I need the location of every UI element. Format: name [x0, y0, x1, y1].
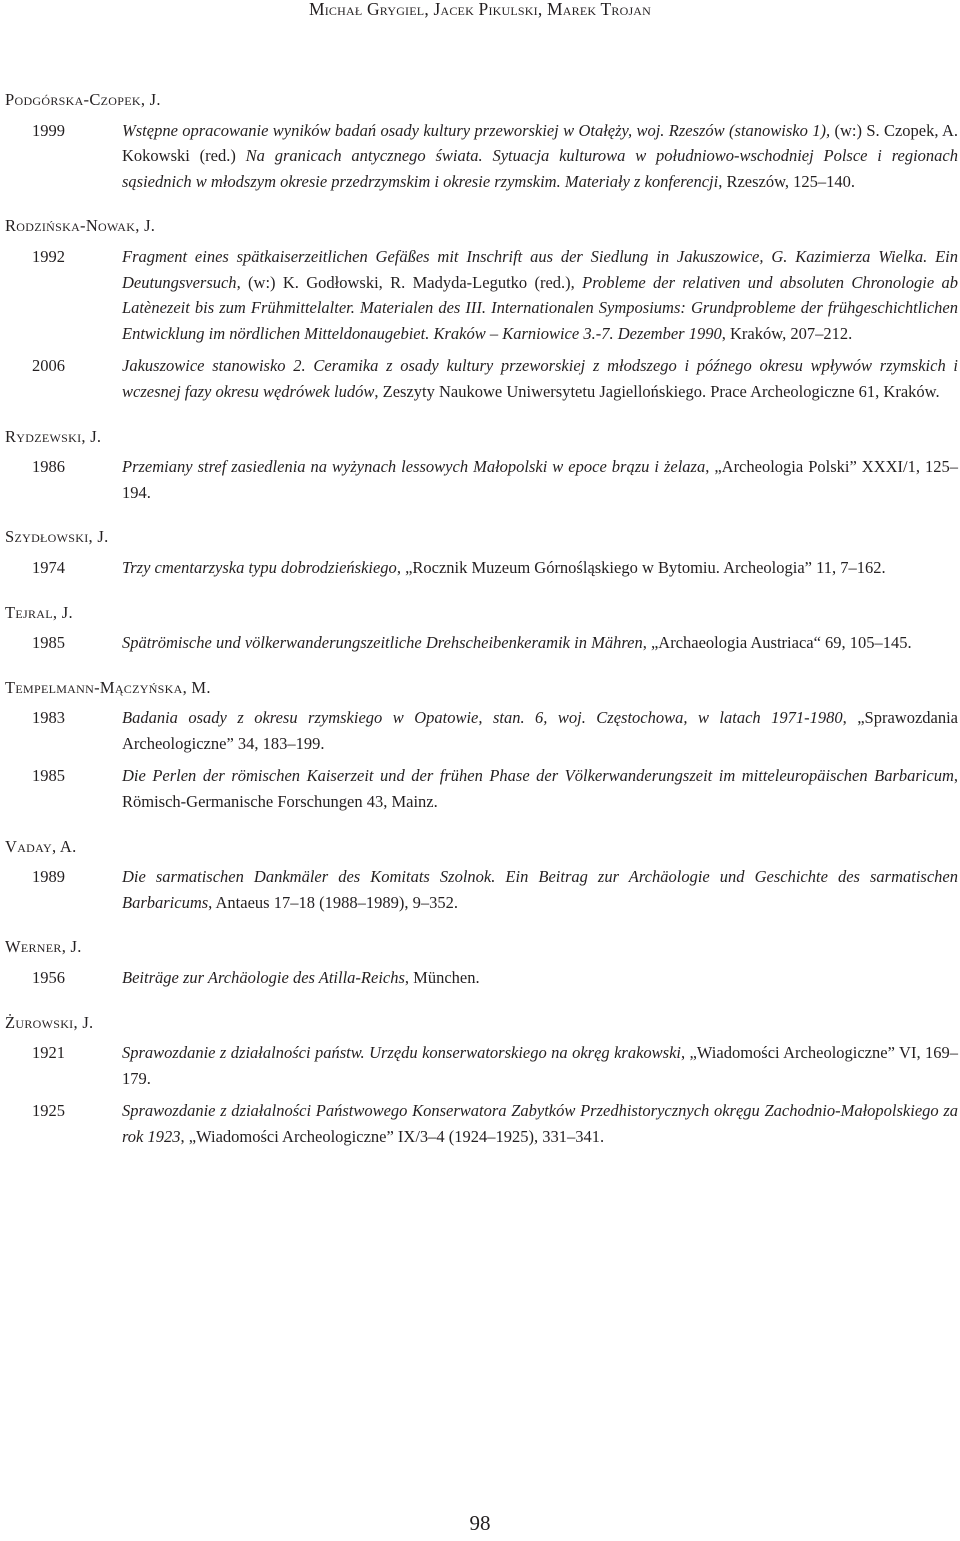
entry-text [122, 630, 958, 656]
entry-title-segment: Sprawozdanie z działalności Państwowego Konserwatora Zabytków Przedhistorycznych okręgu Zachodnio-Małopolskiego za rok 1923 [122, 1101, 958, 1146]
entry-title-segment: Die sarmatischen Dankmäler des Komitats Szolnok. Ein Beitrag zur Archäologie und Geschichte des sarmatischen Barbaricums [122, 867, 958, 912]
entry-text [122, 864, 958, 915]
bibliography-entry [5, 1040, 958, 1091]
entry-text [122, 118, 958, 195]
entry-detail-segment: , Antaeus 17–18 (1988–1989), 9–352. [208, 892, 458, 912]
author-name: Szydłowski, J. [5, 527, 109, 547]
entry-year: 1986 [32, 457, 65, 477]
entry-text [122, 763, 958, 814]
bibliography-entry [5, 864, 958, 915]
entry-detail-segment: , „Wiadomości Archeologiczne” IX/3–4 (1924–1925), 331–341. [180, 1127, 605, 1146]
entry-detail-segment: , „Wiadomości Archeologiczne” VI, 169–179. [122, 1043, 959, 1088]
entry-year: 1956 [32, 968, 65, 988]
entry-year: 1921 [32, 1043, 65, 1063]
author-name: Rydzewski, J. [5, 426, 102, 446]
entry-detail-segment: , „Rocznik Muzeum Górnośląskiego w Bytomiu. Archeologia” 11, 7–162. [396, 557, 886, 577]
entry-year: 1974 [32, 557, 65, 577]
entry-title-segment: Trzy cmentarzyska typu dobrodzieńskiego [122, 557, 397, 577]
entry-year: 1925 [32, 1101, 65, 1121]
entry-title-segment: Probleme der relativen und absoluten Chronologie ab Latènezeit bis zum Frühmittelalter. Materialen des III. [122, 272, 958, 318]
bibliography-entry [5, 118, 958, 195]
bibliography-entry [5, 763, 958, 814]
entry-text [122, 1040, 958, 1091]
author-name: Vaday, A. [5, 836, 77, 856]
bibliography-entry [5, 1098, 958, 1149]
entry-title-segment: Przemiany stref zasiedlenia na wyżynach lessowych Małopolski w epoce brązu i żelaza [122, 457, 706, 477]
entry-year: 1985 [32, 766, 65, 786]
entry-detail-segment: , Kraków, 207–212. [721, 323, 853, 343]
bibliography-entry [5, 705, 958, 756]
entry-year: 1992 [32, 246, 65, 266]
entry-text [122, 705, 958, 756]
entry-detail-segment: , (w:) K. Godłowski, R. Madyda-Legutko (red.), [236, 272, 583, 292]
page-number: 98 [469, 1511, 491, 1535]
author-name: Podgórska-Czopek, J. [5, 90, 161, 109]
entry-year: 1983 [32, 708, 65, 728]
entry-title-segment: Badania osady z okresu rzymskiego w Opatowie, stan. 6, woj. Częstochowa, w latach 1971-1980 [122, 708, 843, 728]
author-name: Tempelmann-Mączyńska, M. [5, 677, 211, 697]
entry-year: 2006 [32, 356, 65, 376]
entry-detail-segment: , „Sprawozdania Archeologiczne” 34, 183–199. [122, 708, 958, 753]
entry-text [122, 454, 958, 505]
author-name: Werner, J. [5, 937, 82, 957]
entry-detail-segment: , Rzeszów, 125–140. [718, 171, 856, 191]
bibliography-entry [5, 965, 958, 991]
entry-text [122, 244, 958, 346]
entry-detail-segment: (w:) S. Czopek, A. Kokowski (red.) [122, 120, 958, 166]
entry-title-segment: Na granicach antycznego świata. Sytuacja kulturowa w południowo-wschodniej Polsce i regionach sąsiednich w młodszym okresie przedrzymskim i okresie rzymskim. Materiały z konferencji [122, 146, 958, 191]
entry-detail-segment: , Zeszyty Naukowe Uniwersytetu Jagiellońskiego. Prace Archeologiczne 61, Kraków. [374, 381, 940, 401]
bibliography-entry [5, 353, 958, 404]
entry-text [122, 555, 958, 581]
entry-title-segment: Spätrömische und völkerwanderungszeitliche Drehscheibenkeramik in Mähren [122, 633, 643, 653]
entry-title-segment: Fragment eines spätkaiserzeitlichen Gefäßes mit Inschrift aus der Siedlung in Jakuszowice, G. Kazimierza Wielka. Ein Deutungsversuch [122, 246, 958, 292]
entry-detail-segment: , „Archeologia Polski” XXXI/1, 125–194. [122, 457, 958, 502]
entry-year: 1985 [32, 633, 65, 653]
entry-text [122, 1098, 958, 1149]
bibliography-list [5, 87, 958, 1157]
entry-title-segment: Sprawozdanie z działalności państw. Urzędu konserwatorskiego na okręg krakowski [122, 1043, 681, 1063]
entry-year: 1999 [32, 120, 65, 140]
entry-title-segment: Jakuszowice stanowisko 2. Ceramika z osady kultury przeworskiej z młodszego i późnego okresu wpływów rzymskich i wczesnej fazy okresu wędrówek ludów [122, 356, 958, 401]
bibliography-entry [5, 244, 958, 346]
entry-title-segment: Wstępne opracowanie wyników badań osady kultury przeworskiej w Otałęży, woj. Rzeszów (stanowisko 1), [122, 120, 831, 140]
author-name: Tejral, J. [5, 602, 73, 622]
bibliography-entry [5, 454, 958, 505]
entry-text [122, 353, 958, 404]
entry-year: 1989 [32, 867, 65, 887]
bibliography-entry [5, 630, 958, 656]
author-name: Żurowski, J. [5, 1012, 94, 1032]
entry-title-segment: Die Perlen der römischen Kaiserzeit und der frühen Phase der Völkerwanderungszeit im mitteleuropäischen Barbaricum [122, 766, 954, 786]
entry-title-segment: Internationalen Symposiums: Grundprobleme der frühgeschichtlichen Entwicklung im nördlichen Mitteldonaugebiet. Kraków – Karniowice 3.-7. Dezember 1990 [122, 298, 958, 343]
entry-detail-segment: , „Archaeologia Austriaca“ 69, 105–145. [642, 633, 912, 653]
entry-title-segment: Beiträge zur Archäologie des Atilla-Reichs [122, 968, 405, 988]
running-header: Michał Grygiel, Jacek Pikulski, Marek Trojan [308, 0, 652, 19]
bibliography-entry [5, 555, 958, 581]
entry-detail-segment: , Römisch-Germanische Forschungen 43, Mainz. [122, 766, 958, 812]
entry-text [122, 965, 958, 991]
entry-detail-segment: , München. [404, 968, 480, 988]
author-name: Rodzińska-Nowak, J. [5, 216, 156, 236]
